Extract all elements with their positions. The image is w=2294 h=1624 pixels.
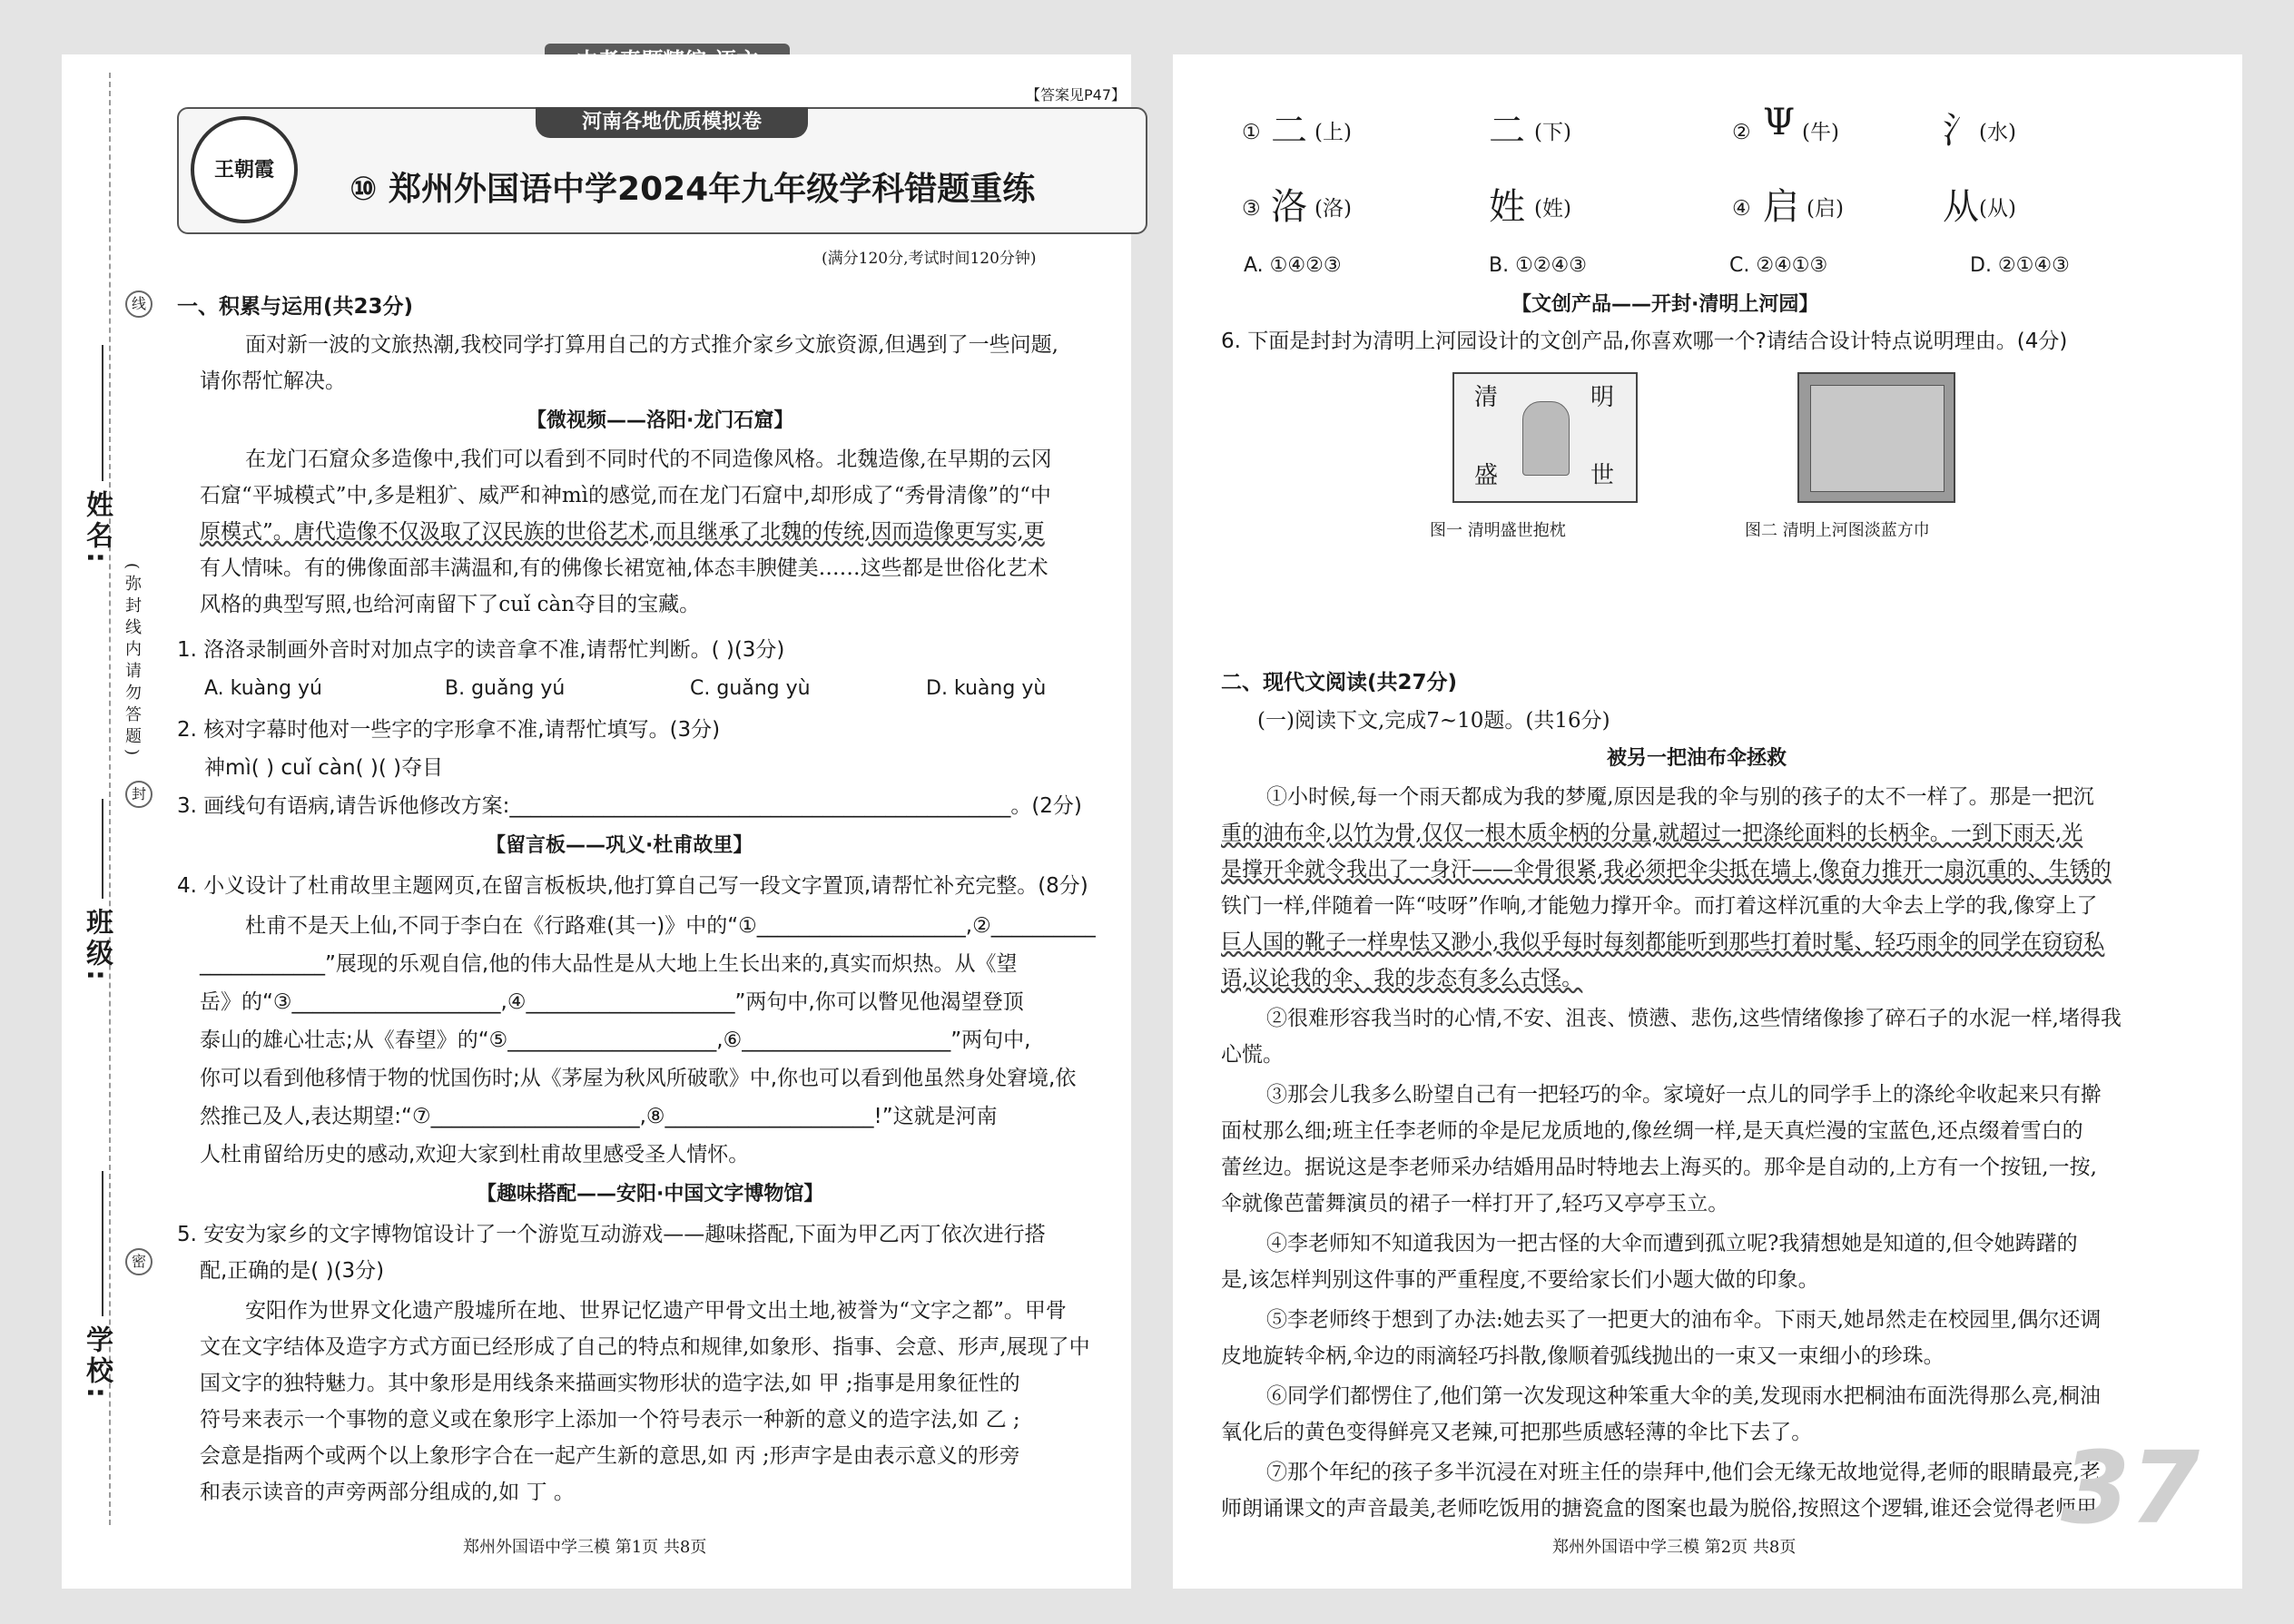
binding-note: (弥封线内请勿答题) <box>123 563 142 762</box>
article-line-8: 心慌。 <box>1221 1043 1284 1067</box>
subheading-guestbook: 【留言板——巩义·杜甫故里】 <box>486 834 753 857</box>
pillow-char-4: 世 <box>1590 462 1615 489</box>
pillow-char-1: 清 <box>1474 384 1499 411</box>
q5-option-b[interactable]: B. ①②④③ <box>1489 254 1587 277</box>
glyph-niu: Ψ <box>1763 102 1796 143</box>
subheading-museum: 【趣味搭配——安阳·中国文字博物馆】 <box>477 1183 824 1206</box>
right-footer: 郑州外国语中学三模 第2页 共8页 <box>1552 1538 1797 1557</box>
question-3[interactable]: 3. 画线句有语病,请告诉他修改方案:________________________________________________。(2分) <box>177 794 1082 818</box>
q4-line-1[interactable]: 杜甫不是天上仙,不同于李白在《行路难(其一)》中的“①____________________,②__________ <box>245 914 1096 938</box>
scarf-painting <box>1810 385 1944 492</box>
article-line-2: 重的油布伞,以竹为骨,仅仅一根木质伞柄的分量,就超过一把涤纶面料的长柄伞。一到下雨天,光 <box>1221 822 2083 845</box>
q5-option-a[interactable]: A. ①④②③ <box>1244 254 1342 277</box>
q5-passage-line-4: 符号来表示一个事物的意义或在象形字上添加一个符号表示一种新的意义的造字法,如 乙 ; <box>200 1408 1020 1432</box>
section-2-heading: 二、现代文阅读(共27分) <box>1221 671 1458 694</box>
question-6: 6. 下面是封封为清明上河园设计的文创产品,你喜欢哪一个?请结合设计特点说明理由。(4分) <box>1221 330 2068 353</box>
q5-passage-line-3: 国文字的独特魅力。其中象形是用线条来描画实物形状的造字法,如 甲 ;指事是用象征性的 <box>200 1372 1020 1395</box>
section-1-heading: 一、积累与运用(共23分) <box>177 295 414 319</box>
binding-mark-3: 密 <box>125 1248 153 1275</box>
left-footer: 郑州外国语中学三模 第1页 共8页 <box>463 1538 707 1557</box>
glyph-num-4: ④ <box>1732 197 1751 221</box>
q1-option-b[interactable]: B. guǎng yú <box>445 677 566 700</box>
q4-line-7: 人杜甫留给历史的感动,欢迎大家到杜甫故里感受圣人情怀。 <box>200 1143 750 1166</box>
scarf-image <box>1797 372 1955 503</box>
q5-option-c[interactable]: C. ②④①③ <box>1729 254 1828 277</box>
q5-passage-line-1: 安阳作为世界文化遗产殷墟所在地、世界记忆遗产甲骨文出土地,被誉为“文字之都”。甲骨 <box>245 1299 1067 1323</box>
binding-mark-1: 线 <box>125 290 153 318</box>
glyph-label-4: (水) <box>1979 121 2016 144</box>
q2-answer-line[interactable]: 神mì( ) cuǐ càn( )( )夺目 <box>204 756 444 780</box>
glyph-num-1: ① <box>1242 121 1261 144</box>
passage1-line-1: 在龙门石窟众多造像中,我们可以看到不同时代的不同造像风格。北魏造像,在早期的云冈 <box>245 448 1052 471</box>
glyph-label-7: (启) <box>1807 197 1844 221</box>
glyph-label-6: (姓) <box>1534 197 1571 221</box>
glyph-label-1: (上) <box>1314 121 1352 144</box>
q1-option-d[interactable]: D. kuàng yù <box>926 677 1047 700</box>
q5-passage-line-2: 文在文字结体及造字方式方面已经形成了自己的特点和规律,如象形、指事、会意、形声,展现了中 <box>200 1335 1090 1359</box>
class-label: 班级: <box>81 908 113 984</box>
question-2: 2. 核对字幕时他对一些字的字形拿不准,请帮忙填写。(3分) <box>177 718 721 742</box>
glyph-num-2: ② <box>1732 121 1751 144</box>
q5-option-d[interactable]: D. ②①④③ <box>1970 254 2070 277</box>
q4-line-6[interactable]: 然推己及人,表达期望:“⑦____________________,⑧____________________!”这就是河南 <box>200 1105 998 1128</box>
pillow-char-2: 明 <box>1590 384 1615 411</box>
question-4: 4. 小义设计了杜甫故里主题网页,在留言板板块,他打算自己写一段文字置顶,请帮忙补充完整。(8分) <box>177 874 1088 898</box>
glyph-shang: 二 <box>1271 110 1307 152</box>
glyph-xia: 二 <box>1489 110 1525 152</box>
school-label: 学校: <box>81 1325 113 1402</box>
reading-intro: (一)阅读下文,完成7~10题。(共16分) <box>1257 709 1610 733</box>
glyph-label-5: (洛) <box>1314 197 1352 221</box>
figure-illustration <box>1522 401 1570 476</box>
pillow-char-3: 盛 <box>1474 462 1499 489</box>
article-line-12: 伞就像芭蕾舞演员的裙子一样打开了,轻巧又亭亭玉立。 <box>1221 1192 1729 1216</box>
school-field[interactable] <box>102 1171 103 1316</box>
article-line-14: 是,该怎样判别这件事的严重程度,不要给家长们小题大做的印象。 <box>1221 1268 1819 1292</box>
binding-mark-2: 封 <box>125 781 153 808</box>
article-line-20: 师朗诵课文的声音最美,老师吃饭用的搪瓷盒的图案也最为脱俗,按照这个逻辑,谁还会觉得老师用 <box>1221 1497 2097 1521</box>
subheading-creative: 【文创产品——开封·清明上河园】 <box>1511 293 1819 316</box>
q1-option-c[interactable]: C. guǎng yù <box>690 677 811 700</box>
subheading-video: 【微视频——洛阳·龙门石窟】 <box>527 409 794 432</box>
article-line-16: 皮地旋转伞柄,伞边的雨滴轻巧抖散,像顺着弧线抛出的一束又一束细小的珍珠。 <box>1221 1344 1944 1368</box>
article-line-7: ②很难形容我当时的心情,不安、沮丧、愤懑、悲伤,这些情绪像掺了碎石子的水泥一样,堵得我 <box>1266 1007 2122 1030</box>
page-number: 37 <box>2061 1430 2200 1546</box>
passage1-line-2: 石窟“平城模式”中,多是粗犷、威严和神mì的感觉,而在龙门石窟中,却形成了“秀骨清像”的“中 <box>200 484 1051 507</box>
q4-line-4[interactable]: 泰山的雄心壮志;从《春望》的“⑤____________________,⑥____________________”两句中, <box>200 1029 1031 1052</box>
region-tag: 河南各地优质模拟卷 <box>536 107 808 138</box>
q4-line-5: 你可以看到他移情于物的忧国伤时;从《茅屋为秋风所破歌》中,你也可以看到他虽然身处窘境,依 <box>200 1067 1077 1090</box>
glyph-num-3: ③ <box>1242 197 1261 221</box>
passage1-line-4: 有人情味。有的佛像面部丰满温和,有的佛像长裙宽袖,体态丰腴健美……这些都是世俗化艺术 <box>200 556 1049 580</box>
article-line-5: 巨人国的靴子一样卑怯又渺小,我似乎每时每刻都能听到那些打着时髦、轻巧雨伞的同学在窃窃私 <box>1221 930 2105 954</box>
glyph-label-3: (牛) <box>1802 121 1839 144</box>
glyph-label-2: (下) <box>1534 121 1571 144</box>
article-line-10: 面杖那么细;班主任李老师的伞是尼龙质地的,像丝绸一样,是天真烂漫的宝蓝色,还点缀着雪白的 <box>1221 1119 2083 1143</box>
name-label: 姓名: <box>81 490 113 566</box>
question-5-line-1: 5. 安安为家乡的文字博物馆设计了一个游览互动游戏——趣味搭配,下面为甲乙丙丁依次进行搭 <box>177 1223 1046 1246</box>
pillow-caption: 图一 清明盛世抱枕 <box>1430 521 1566 540</box>
exam-meta: (满分120分,考试时间120分钟) <box>822 250 1037 268</box>
article-line-17: ⑥同学们都愣住了,他们第一次发现这种笨重大伞的美,发现雨水把桐油布面洗得那么亮,桐油 <box>1266 1384 2101 1408</box>
class-field[interactable] <box>102 799 103 899</box>
article-line-3: 是撑开伞就令我出了一身汗——伞骨很紧,我必须把伞尖抵在墙上,像奋力推开一扇沉重的、生锈的 <box>1221 858 2112 881</box>
q1-option-a[interactable]: A. kuàng yú <box>204 677 323 700</box>
scarf-caption: 图二 清明上河图淡蓝方巾 <box>1745 521 1930 540</box>
question-1: 1. 洛洛录制画外音时对加点字的读音拿不准,请帮忙判断。( )(3分) <box>177 638 785 662</box>
glyph-qi: 启 <box>1763 186 1799 228</box>
article-line-11: 蕾丝边。据说这是李老师采办结婚用品时特地去上海买的。那伞是自动的,上方有一个按钮,一按, <box>1221 1156 2097 1179</box>
article-line-15: ⑤李老师终于想到了办法:她去买了一把更大的油布伞。下雨天,她昂然走在校园里,偶尔还调 <box>1266 1308 2102 1332</box>
binding-line <box>109 73 111 1525</box>
brand-seal: 王朝霞 <box>191 116 298 223</box>
glyph-shui: 氵 <box>1943 110 1979 152</box>
q4-line-2[interactable]: ____________”展现的乐观自信,他的伟大品性是从大地上生长出来的,真实而炽热。从《望 <box>200 952 1018 976</box>
pillow-image <box>1452 372 1638 503</box>
article-line-6: 语,议论我的伞、我的步态有多么古怪。 <box>1221 967 1583 990</box>
intro-line-1: 面对新一波的文旅热潮,我校同学打算用自己的方式推介家乡文旅资源,但遇到了一些问题, <box>245 333 1058 357</box>
passage1-line-5: 风格的典型写照,也给河南留下了cuǐ càn夺目的宝藏。 <box>200 593 701 616</box>
q5-passage-line-6: 和表示读音的声旁两部分组成的,如 丁 。 <box>200 1481 575 1504</box>
q5-passage-line-5: 会意是指两个或两个以上象形字合在一起产生新的意思,如 丙 ;形声字是由表示意义的形旁 <box>200 1444 1020 1468</box>
article-line-9: ③那会儿我多么盼望自己有一把轻巧的伞。家境好一点儿的同学手上的涤纶伞收起来只有擀 <box>1266 1083 2102 1107</box>
question-5-line-2: 配,正确的是( )(3分) <box>200 1259 385 1283</box>
answer-reference: 【答案见P47】 <box>1026 86 1127 103</box>
glyph-luo: 洛 <box>1271 186 1307 228</box>
glyph-label-8: (从) <box>1979 197 2016 221</box>
article-line-19: ⑦那个年纪的孩子多半沉浸在对班主任的崇拜中,他们会无缘无故地觉得,老师的眼睛最亮,老 <box>1266 1461 2101 1484</box>
name-field[interactable] <box>102 345 103 481</box>
article-line-4: 铁门一样,伴随着一阵“吱呀”作响,才能勉力撑开伞。而打着这样沉重的大伞去上学的我,像穿上了 <box>1221 894 2098 918</box>
paper-title: ⑩ 郑州外国语中学2024年九年级学科错题重练 <box>350 171 1036 208</box>
glyph-cong: 从 <box>1943 186 1979 228</box>
intro-line-2: 请你帮忙解决。 <box>200 369 346 393</box>
article-line-1: ①小时候,每一个雨天都成为我的梦魇,原因是我的伞与别的孩子的太不一样了。那是一把沉 <box>1266 785 2094 809</box>
q4-line-3[interactable]: 岳》的“③____________________,④____________________”两句中,你可以瞥见他渴望登顶 <box>200 990 1024 1014</box>
glyph-xing: 姓 <box>1489 186 1525 228</box>
passage1-line-3: 原模式”。唐代造像不仅汲取了汉民族的世俗艺术,而且继承了北魏的传统,因而造像更写实,更 <box>200 520 1045 544</box>
article-line-18: 氧化后的黄色变得鲜亮又老辣,可把那些质感轻薄的伞比下去了。 <box>1221 1421 1813 1444</box>
article-title: 被另一把油布伞拯救 <box>1607 747 1787 770</box>
article-line-13: ④李老师知不知道我因为一把古怪的大伞而遭到孤立呢?我猜想她是知道的,但令她踌躇的 <box>1266 1232 2078 1255</box>
